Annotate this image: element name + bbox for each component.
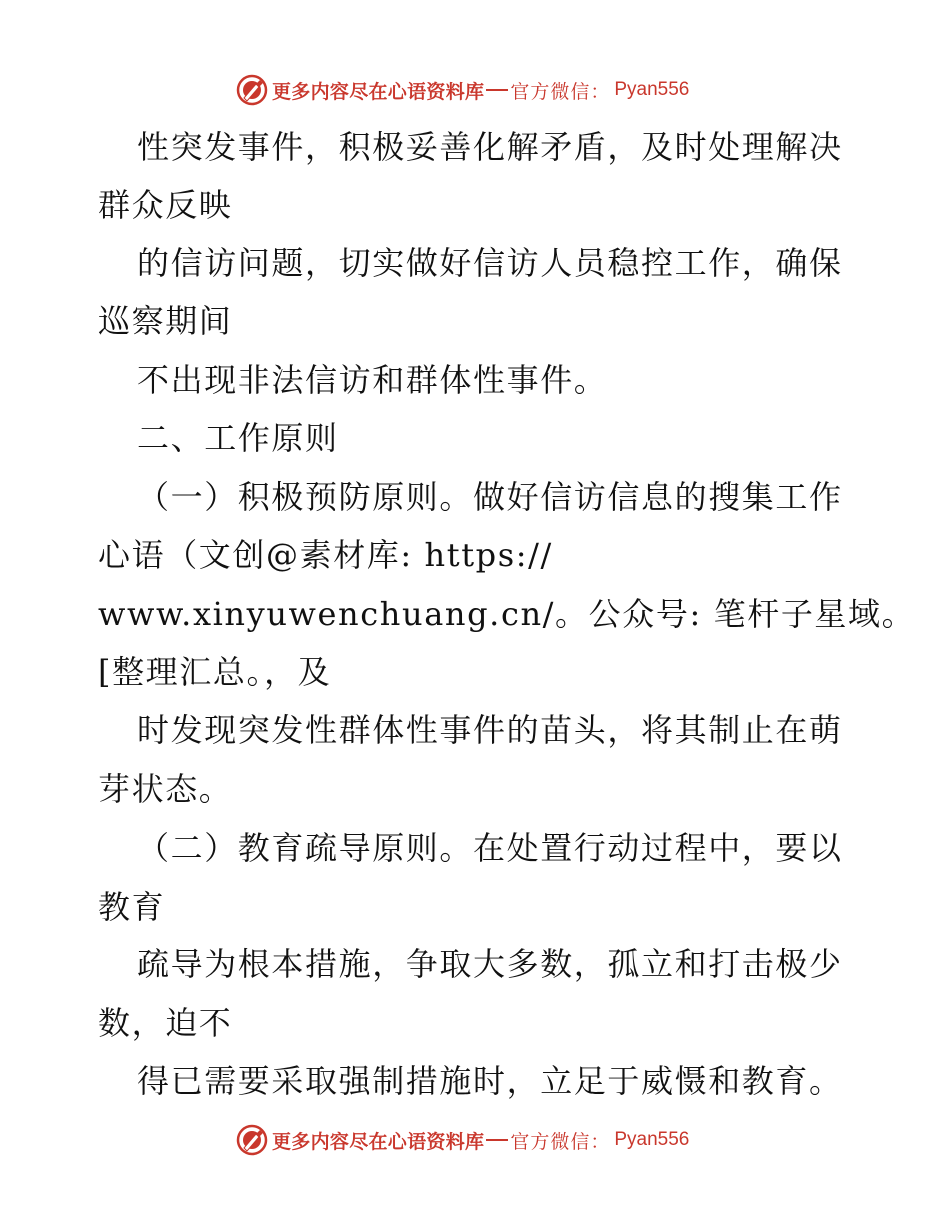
watermark-subtext: 官方微信： [510,1130,611,1153]
watermark-banner-bottom [236,1123,736,1157]
section-heading: 二、工作原则 [137,419,339,457]
body-line: 得已需要采取强制措施时，立足于威慑和教育。 [137,1062,843,1100]
body-line: 疏导为根本措施，争取大多数，孤立和打击极少 [137,945,843,983]
pen-logo-icon [236,74,268,106]
watermark-banner-top [236,73,736,107]
body-line: （一）积极预防原则。做好信访信息的搜集工作 [137,478,843,516]
body-line: 群众反映 [98,186,233,224]
watermark-text: 更多内容尽在心语资料库 [272,80,485,103]
watermark-id: Pyan556 [614,79,690,100]
watermark-id: Pyan556 [614,1129,690,1150]
body-line: www.xinyuwenchuang.cn/。公众号: 笔杆子星域。 [98,595,916,633]
body-line: 芽状态。 [98,770,233,808]
body-line: 巡察期间 [98,302,233,340]
body-line: [整理汇总。，及 [98,653,332,691]
body-line: 的信访问题，切实做好信访人员稳控工作，确保 [137,244,843,282]
pen-logo-icon [236,1124,268,1156]
body-line: 教育 [98,888,166,926]
body-line: 时发现突发性群体性事件的苗头，将其制止在萌 [137,711,843,749]
watermark-subtext: 官方微信： [510,80,611,103]
watermark-dash [486,89,508,91]
body-line: 不出现非法信访和群体性事件。 [137,361,608,399]
body-line: （二）教育疏导原则。在处置行动过程中，要以 [137,829,843,867]
watermark-text: 更多内容尽在心语资料库 [272,1130,485,1153]
body-line: 性突发事件，积极妥善化解矛盾，及时处理解决 [137,128,843,166]
body-line: 数，迫不 [98,1004,233,1042]
body-line: 心语（文创@素材库: https:// [98,536,553,574]
watermark-dash [486,1139,508,1141]
